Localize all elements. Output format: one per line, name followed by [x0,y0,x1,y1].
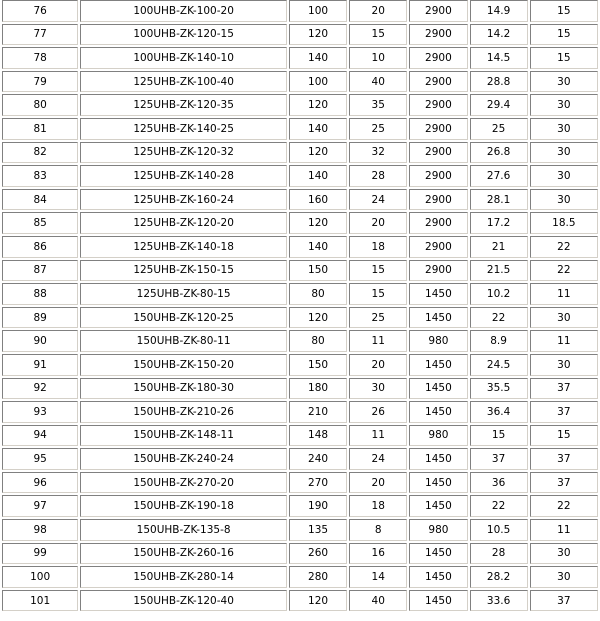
flow-cell: 120 [289,94,347,116]
flow-cell: 148 [289,425,347,447]
row-number-cell: 89 [2,307,78,329]
motor-power-cell: 37 [530,448,598,470]
row-number-cell: 80 [2,94,78,116]
flow-cell: 260 [289,543,347,565]
row-number-cell: 87 [2,260,78,282]
motor-power-cell: 30 [530,566,598,588]
table-row [2,236,598,258]
head-cell: 18 [349,236,407,258]
shaft-power-cell: 14.5 [470,47,528,69]
motor-power-cell: 30 [530,94,598,116]
flow-cell: 120 [289,142,347,164]
speed-cell: 2900 [409,71,467,93]
speed-cell: 1450 [409,566,467,588]
motor-power-cell: 15 [530,0,598,22]
flow-cell: 120 [289,24,347,46]
speed-cell: 1450 [409,401,467,423]
shaft-power-cell: 17.2 [470,212,528,234]
table-row [2,71,598,93]
model-cell: 125UHB-ZK-100-40 [80,71,287,93]
row-number-cell: 83 [2,165,78,187]
speed-cell: 980 [409,425,467,447]
table-row [2,425,598,447]
head-cell: 10 [349,47,407,69]
row-number-cell: 91 [2,354,78,376]
shaft-power-cell: 28.2 [470,566,528,588]
table-body [2,0,598,611]
model-cell: 150UHB-ZK-270-20 [80,472,287,494]
model-cell: 100UHB-ZK-100-20 [80,0,287,22]
row-number-cell: 81 [2,118,78,140]
head-cell: 15 [349,24,407,46]
head-cell: 20 [349,472,407,494]
table-row [2,212,598,234]
motor-power-cell: 30 [530,118,598,140]
model-cell: 125UHB-ZK-140-18 [80,236,287,258]
motor-power-cell: 30 [530,307,598,329]
table-row [2,0,598,22]
model-cell: 125UHB-ZK-150-15 [80,260,287,282]
motor-power-cell: 15 [530,24,598,46]
shaft-power-cell: 29.4 [470,94,528,116]
model-cell: 125UHB-ZK-120-20 [80,212,287,234]
table-row [2,378,598,400]
shaft-power-cell: 21 [470,236,528,258]
row-number-cell: 94 [2,425,78,447]
motor-power-cell: 22 [530,236,598,258]
model-cell: 125UHB-ZK-160-24 [80,189,287,211]
flow-cell: 80 [289,283,347,305]
shaft-power-cell: 22 [470,307,528,329]
table-row [2,189,598,211]
head-cell: 35 [349,94,407,116]
shaft-power-cell: 26.8 [470,142,528,164]
head-cell: 40 [349,590,407,612]
flow-cell: 140 [289,118,347,140]
shaft-power-cell: 24.5 [470,354,528,376]
model-cell: 100UHB-ZK-120-15 [80,24,287,46]
table-row [2,118,598,140]
table-row [2,283,598,305]
row-number-cell: 100 [2,566,78,588]
row-number-cell: 98 [2,519,78,541]
shaft-power-cell: 36.4 [470,401,528,423]
speed-cell: 1450 [409,590,467,612]
shaft-power-cell: 35.5 [470,378,528,400]
table-row [2,448,598,470]
speed-cell: 1450 [409,378,467,400]
speed-cell: 2900 [409,0,467,22]
table-row [2,472,598,494]
motor-power-cell: 30 [530,354,598,376]
shaft-power-cell: 28.8 [470,71,528,93]
flow-cell: 210 [289,401,347,423]
model-cell: 100UHB-ZK-140-10 [80,47,287,69]
flow-cell: 135 [289,519,347,541]
flow-cell: 120 [289,590,347,612]
table-row [2,519,598,541]
flow-cell: 150 [289,354,347,376]
flow-cell: 190 [289,495,347,517]
motor-power-cell: 11 [530,283,598,305]
flow-cell: 180 [289,378,347,400]
speed-cell: 2900 [409,24,467,46]
model-cell: 150UHB-ZK-260-16 [80,543,287,565]
motor-power-cell: 15 [530,425,598,447]
model-cell: 150UHB-ZK-120-40 [80,590,287,612]
head-cell: 24 [349,448,407,470]
flow-cell: 120 [289,307,347,329]
model-cell: 150UHB-ZK-150-20 [80,354,287,376]
model-cell: 125UHB-ZK-120-32 [80,142,287,164]
head-cell: 20 [349,0,407,22]
table-row [2,24,598,46]
head-cell: 16 [349,543,407,565]
motor-power-cell: 30 [530,543,598,565]
head-cell: 32 [349,142,407,164]
table-row [2,330,598,352]
motor-power-cell: 22 [530,495,598,517]
speed-cell: 2900 [409,189,467,211]
shaft-power-cell: 8.9 [470,330,528,352]
motor-power-cell: 37 [530,590,598,612]
motor-power-cell: 30 [530,71,598,93]
motor-power-cell: 37 [530,401,598,423]
row-number-cell: 101 [2,590,78,612]
speed-cell: 2900 [409,47,467,69]
row-number-cell: 92 [2,378,78,400]
table-row [2,47,598,69]
head-cell: 11 [349,330,407,352]
speed-cell: 2900 [409,94,467,116]
head-cell: 40 [349,71,407,93]
shaft-power-cell: 15 [470,425,528,447]
head-cell: 25 [349,118,407,140]
head-cell: 14 [349,566,407,588]
head-cell: 18 [349,495,407,517]
model-cell: 150UHB-ZK-180-30 [80,378,287,400]
flow-cell: 140 [289,165,347,187]
flow-cell: 80 [289,330,347,352]
table-row [2,566,598,588]
motor-power-cell: 37 [530,378,598,400]
shaft-power-cell: 10.5 [470,519,528,541]
speed-cell: 1450 [409,472,467,494]
head-cell: 30 [349,378,407,400]
shaft-power-cell: 37 [470,448,528,470]
row-number-cell: 82 [2,142,78,164]
flow-cell: 150 [289,260,347,282]
speed-cell: 1450 [409,543,467,565]
row-number-cell: 93 [2,401,78,423]
model-cell: 150UHB-ZK-240-24 [80,448,287,470]
shaft-power-cell: 27.6 [470,165,528,187]
shaft-power-cell: 10.2 [470,283,528,305]
flow-cell: 120 [289,212,347,234]
flow-cell: 240 [289,448,347,470]
table-row [2,590,598,612]
row-number-cell: 95 [2,448,78,470]
model-cell: 150UHB-ZK-210-26 [80,401,287,423]
speed-cell: 1450 [409,495,467,517]
speed-cell: 2900 [409,165,467,187]
motor-power-cell: 30 [530,165,598,187]
speed-cell: 2900 [409,236,467,258]
shaft-power-cell: 33.6 [470,590,528,612]
table-row [2,165,598,187]
speed-cell: 1450 [409,307,467,329]
speed-cell: 2900 [409,212,467,234]
flow-cell: 160 [289,189,347,211]
head-cell: 24 [349,189,407,211]
head-cell: 8 [349,519,407,541]
motor-power-cell: 11 [530,330,598,352]
model-cell: 150UHB-ZK-80-11 [80,330,287,352]
shaft-power-cell: 28.1 [470,189,528,211]
row-number-cell: 76 [2,0,78,22]
speed-cell: 980 [409,519,467,541]
motor-power-cell: 11 [530,519,598,541]
speed-cell: 2900 [409,118,467,140]
shaft-power-cell: 21.5 [470,260,528,282]
motor-power-cell: 15 [530,47,598,69]
table-row [2,142,598,164]
motor-power-cell: 22 [530,260,598,282]
row-number-cell: 86 [2,236,78,258]
speed-cell: 1450 [409,448,467,470]
head-cell: 11 [349,425,407,447]
table-row [2,401,598,423]
shaft-power-cell: 36 [470,472,528,494]
model-cell: 150UHB-ZK-148-11 [80,425,287,447]
row-number-cell: 79 [2,71,78,93]
table-row [2,94,598,116]
row-number-cell: 77 [2,24,78,46]
head-cell: 20 [349,354,407,376]
row-number-cell: 90 [2,330,78,352]
row-number-cell: 97 [2,495,78,517]
speed-cell: 2900 [409,142,467,164]
head-cell: 15 [349,283,407,305]
model-cell: 125UHB-ZK-140-25 [80,118,287,140]
head-cell: 26 [349,401,407,423]
model-cell: 125UHB-ZK-80-15 [80,283,287,305]
flow-cell: 140 [289,47,347,69]
motor-power-cell: 30 [530,189,598,211]
row-number-cell: 85 [2,212,78,234]
head-cell: 28 [349,165,407,187]
row-number-cell: 88 [2,283,78,305]
flow-cell: 270 [289,472,347,494]
shaft-power-cell: 14.9 [470,0,528,22]
speed-cell: 1450 [409,283,467,305]
row-number-cell: 96 [2,472,78,494]
shaft-power-cell: 28 [470,543,528,565]
head-cell: 25 [349,307,407,329]
flow-cell: 280 [289,566,347,588]
motor-power-cell: 37 [530,472,598,494]
model-cell: 125UHB-ZK-120-35 [80,94,287,116]
table-row [2,495,598,517]
model-cell: 150UHB-ZK-120-25 [80,307,287,329]
head-cell: 15 [349,260,407,282]
speed-cell: 1450 [409,354,467,376]
table-row [2,354,598,376]
row-number-cell: 78 [2,47,78,69]
table-row [2,307,598,329]
shaft-power-cell: 25 [470,118,528,140]
shaft-power-cell: 22 [470,495,528,517]
speed-cell: 2900 [409,260,467,282]
model-cell: 125UHB-ZK-140-28 [80,165,287,187]
flow-cell: 100 [289,71,347,93]
model-cell: 150UHB-ZK-190-18 [80,495,287,517]
motor-power-cell: 30 [530,142,598,164]
speed-cell: 980 [409,330,467,352]
model-cell: 150UHB-ZK-135-8 [80,519,287,541]
head-cell: 20 [349,212,407,234]
shaft-power-cell: 14.2 [470,24,528,46]
model-cell: 150UHB-ZK-280-14 [80,566,287,588]
row-number-cell: 99 [2,543,78,565]
flow-cell: 100 [289,0,347,22]
row-number-cell: 84 [2,189,78,211]
table-row [2,260,598,282]
table-row [2,543,598,565]
flow-cell: 140 [289,236,347,258]
motor-power-cell: 18.5 [530,212,598,234]
